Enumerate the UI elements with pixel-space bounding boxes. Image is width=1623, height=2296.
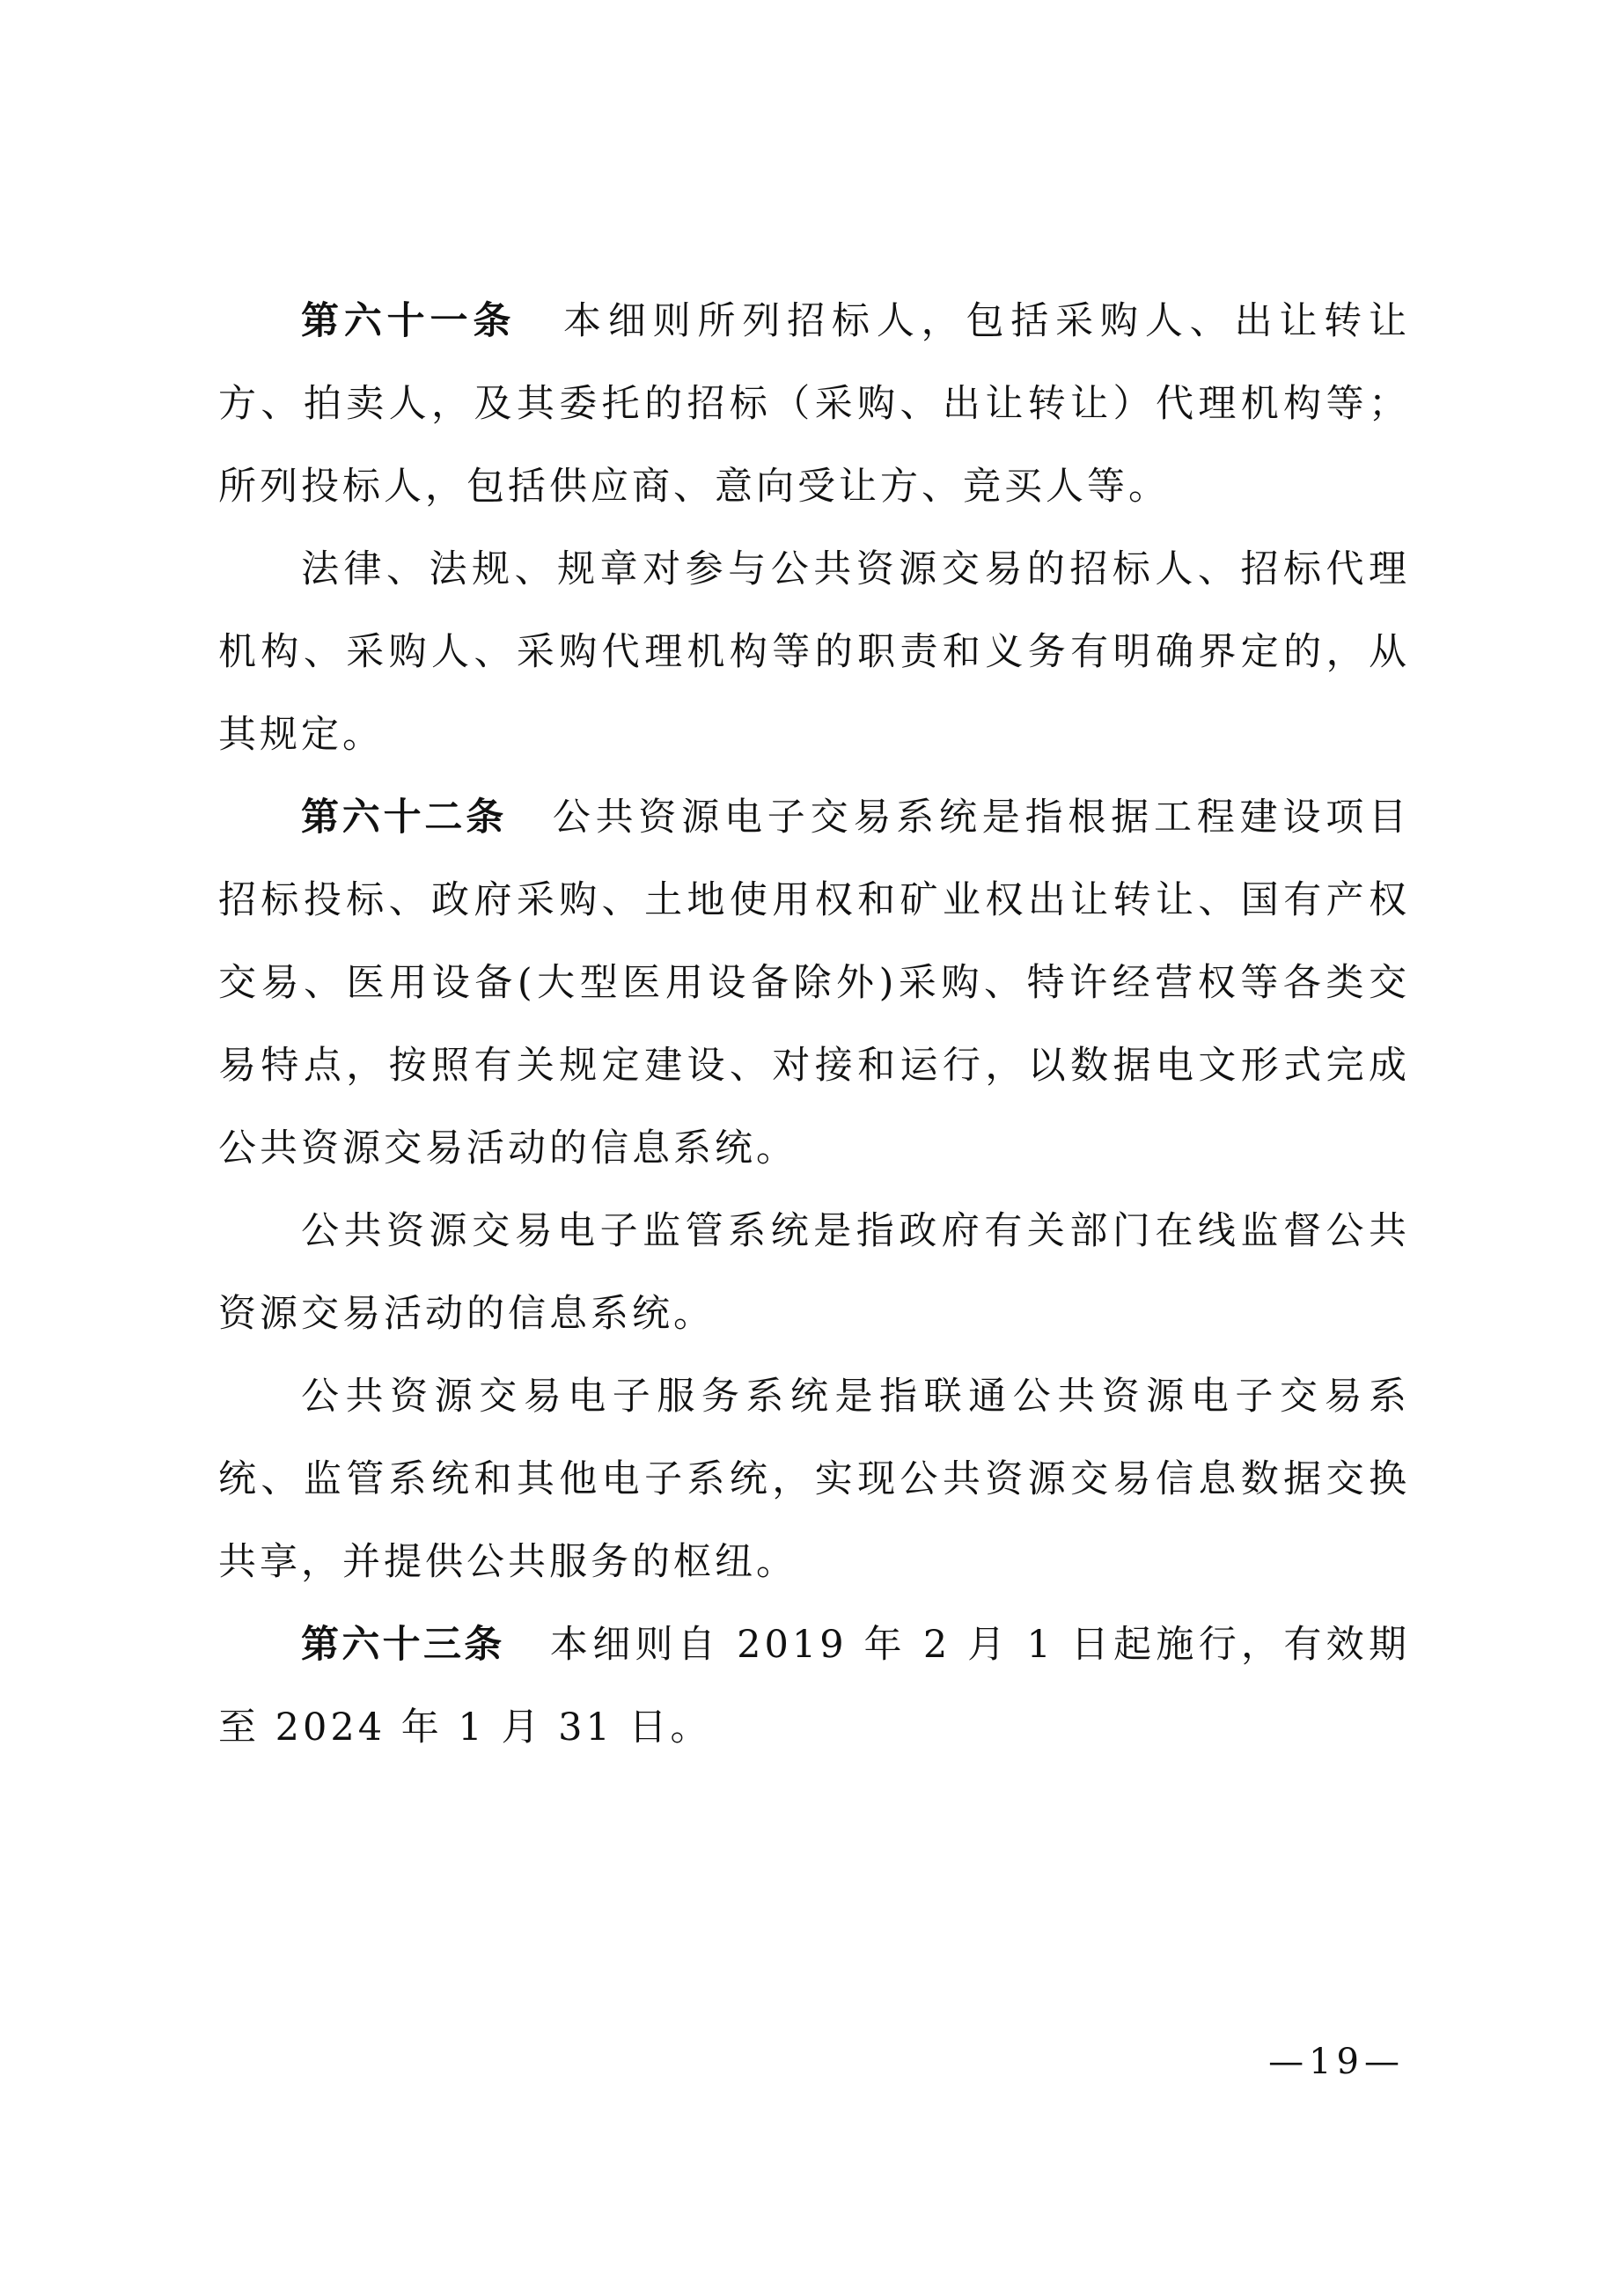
paragraph-article-62	[218, 776, 1410, 1190]
paragraph-text: 法律、法规、规章对参与公共资源交易的招标人、招标代理机构、采购人、采购代理机构等的职责和义务有明确界定的，从其规定。	[218, 547, 1410, 757]
paragraph-article-61-clause-2	[218, 528, 1410, 776]
article-heading: 第六十二条	[301, 796, 507, 840]
article-heading: 第六十一条	[301, 299, 517, 343]
paragraph-text: 公共资源电子交易系统是指根据工程建设项目招标投标、政府采购、土地使用权和矿业权出让转让、国有产权交易、医用设备(大型医用设备除外)采购、特许经营权等各类交易特点，按照有关规定建设、对接和运行，以数据电文形式完成公共资源交易活动的信息系统。	[218, 796, 1410, 1170]
paragraph-article-61	[218, 280, 1410, 528]
paragraph-text: 本细则自 2019 年 2 月 1 日起施行，有效期至 2024 年 1 月 31 日。	[218, 1623, 1410, 1750]
page-number: —19—	[1268, 2042, 1405, 2082]
paragraph-text: 公共资源交易电子监管系统是指政府有关部门在线监督公共资源交易活动的信息系统。	[218, 1209, 1410, 1336]
paragraph-article-62-clause-3	[218, 1355, 1410, 1603]
paragraph-article-62-clause-2	[218, 1190, 1410, 1355]
document-body	[218, 280, 1410, 1769]
paragraph-article-63	[218, 1603, 1410, 1769]
article-heading: 第六十三条	[301, 1623, 505, 1667]
paragraph-text: 本细则所列招标人，包括采购人、出让转让方、拍卖人，及其委托的招标（采购、出让转让）代理机构等；所列投标人，包括供应商、意向受让方、竞买人等。	[218, 299, 1411, 509]
paragraph-text: 公共资源交易电子服务系统是指联通公共资源电子交易系统、监管系统和其他电子系统，实现公共资源交易信息数据交换共享，并提供公共服务的枢纽。	[218, 1375, 1410, 1584]
